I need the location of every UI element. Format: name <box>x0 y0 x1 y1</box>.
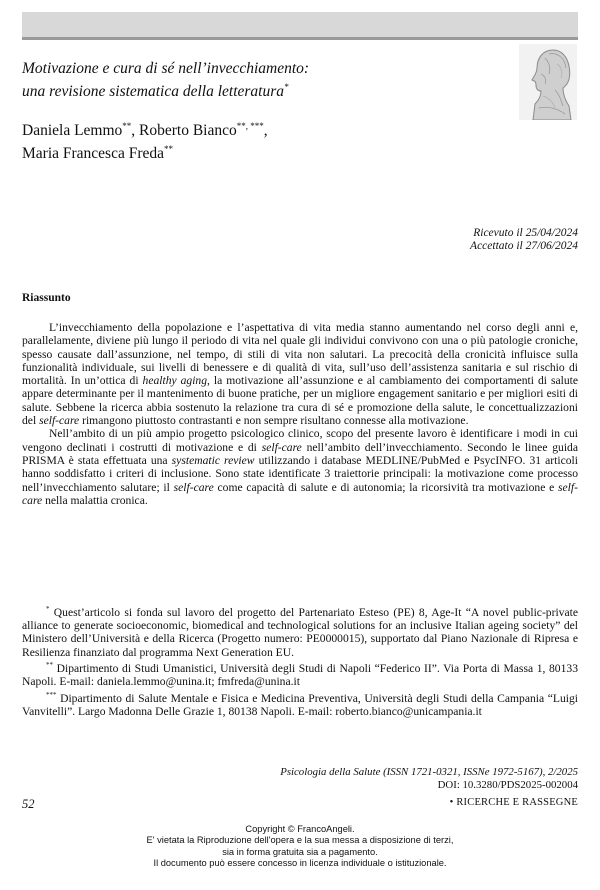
title-line-1: Motivazione e cura di sé nell’invecchiamento: <box>22 60 310 77</box>
title-line-2: una revisione sistematica della letteratura* <box>22 82 289 101</box>
doi: DOI: 10.3280/PDS2025-002004 <box>437 778 578 791</box>
author-list <box>22 117 482 163</box>
footnote: * Quest’articolo si fonda sul lavoro del progetto del Partenariato Esteso (PE) 8, Age-It “A novel public-private alliance to generate socioeconomic, biomedical and technological solutions for an inclusive Italian ageing society” del Ministero dell’Università e della Ricerca (Progetto numero: PE0000015), supportato dal Piano Nazionale di Ripresa e Resilienza finanziato dal programma Next Generation EU. <box>22 605 578 659</box>
footnote: ** Dipartimento di Studi Umanistici, Università degli Studi di Napoli “Federico II”. Via Porta di Massa 1, 80133 Napoli. E-mail: daniela.lemmo@unina.it; fmfreda@unina.it <box>22 661 578 689</box>
journal-info <box>280 766 578 791</box>
journal-citation: Psicologia della Salute (ISSN 1721-0321, ISSNe 1972-5167), 2/2025 <box>280 766 578 778</box>
received-date: Ricevuto il 25/04/2024 <box>473 227 578 239</box>
footnotes <box>22 603 578 718</box>
authors-line-1: Daniela Lemmo**, Roberto Bianco**, ***, <box>22 121 268 140</box>
accepted-date: Accettato il 27/06/2024 <box>470 240 578 252</box>
header-band <box>22 12 578 40</box>
abstract-body <box>22 321 578 507</box>
engraved-portrait-icon <box>519 44 577 120</box>
author-name: Daniela Lemmo <box>22 122 123 140</box>
abstract-heading: Riassunto <box>22 292 71 304</box>
copyright-notice: Copyright © FrancoAngeli. E' vietata la Riproduzione dell'opera e la sua messa a disposizione di terzi, sia in forma gratuita sia a pagamento. Il documento può essere concesso in licenza individuale o istituzionale. <box>146 824 454 869</box>
author-affiliation-mark: ** <box>164 144 174 155</box>
author-affiliation-mark: ** <box>122 121 132 131</box>
author-affiliation-mark: **, *** <box>236 121 264 131</box>
page-number: 52 <box>22 797 35 811</box>
author-name: Roberto Bianco <box>139 122 237 140</box>
section-label: • RICERCHE E RASSEGNE <box>449 797 578 808</box>
abstract-paragraph: Nell’ambito di un più ampio progetto psicologico clinico, scopo del presente lavoro è identificare i modi in cui vengono declinati i costrutti di motivazione e di self-care nell’ambito dell’invecchiamento. Secondo le linee guida PRISMA è stata effettuata una systematic review utilizzando i database MEDLINE/PubMed e PsycINFO. 31 articoli hanno soddisfatto i criteri di inclusione. Sono state identificate 3 traiettorie principali: la motivazione come processo nell’invecchiamento salutare; il self-care come capacità di salute e di autonomia; la ricorsività tra motivazione e self-care nella malattia cronica. <box>22 427 578 507</box>
abstract-paragraph: L’invecchiamento della popolazione e l’aspettativa di vita media stanno aumentando nel corso degli anni e, parallelamente, diviene più lungo il periodo di vita nel quale gli individui convivono con una o più patologie croniche, spesso causate dall’assunzione, nel tempo, di stili di vita non salutari. La precocità della cronicità influisce sulla funzionalità individuale, sui livelli di benessere e di qualità di vita, sull’uso dell’assistenza sanitaria e sul rischio di mortalità. In un’ottica di healthy aging, la motivazione all’assunzione e al cambiamento dei comportamenti di salute appare determinante per il mantenimento di buone pratiche, per un migliore engagement sanitario e per migliori esiti di salute. Sebbene la ricerca abbia sostenuto la relazione tra cura di sé e promozione della salute, le concettualizzazioni del self-care rimangono piuttosto contrastanti e non sempre risultano connesse alla motivazione. <box>22 321 578 428</box>
authors-line-2 <box>22 140 482 163</box>
title-footnote-mark: * <box>284 82 289 92</box>
submission-dates <box>470 227 578 253</box>
footnote: *** Dipartimento di Salute Mentale e Fisica e Medicina Preventiva, Università degli Studi della Campania “Luigi Vanvitelli”. Largo Madonna Delle Grazie 1, 80138 Napoli. E-mail: roberto.bianco@unicampania.it <box>22 690 578 718</box>
author-name: Maria Francesca Freda <box>22 145 165 163</box>
article-title <box>22 60 482 101</box>
